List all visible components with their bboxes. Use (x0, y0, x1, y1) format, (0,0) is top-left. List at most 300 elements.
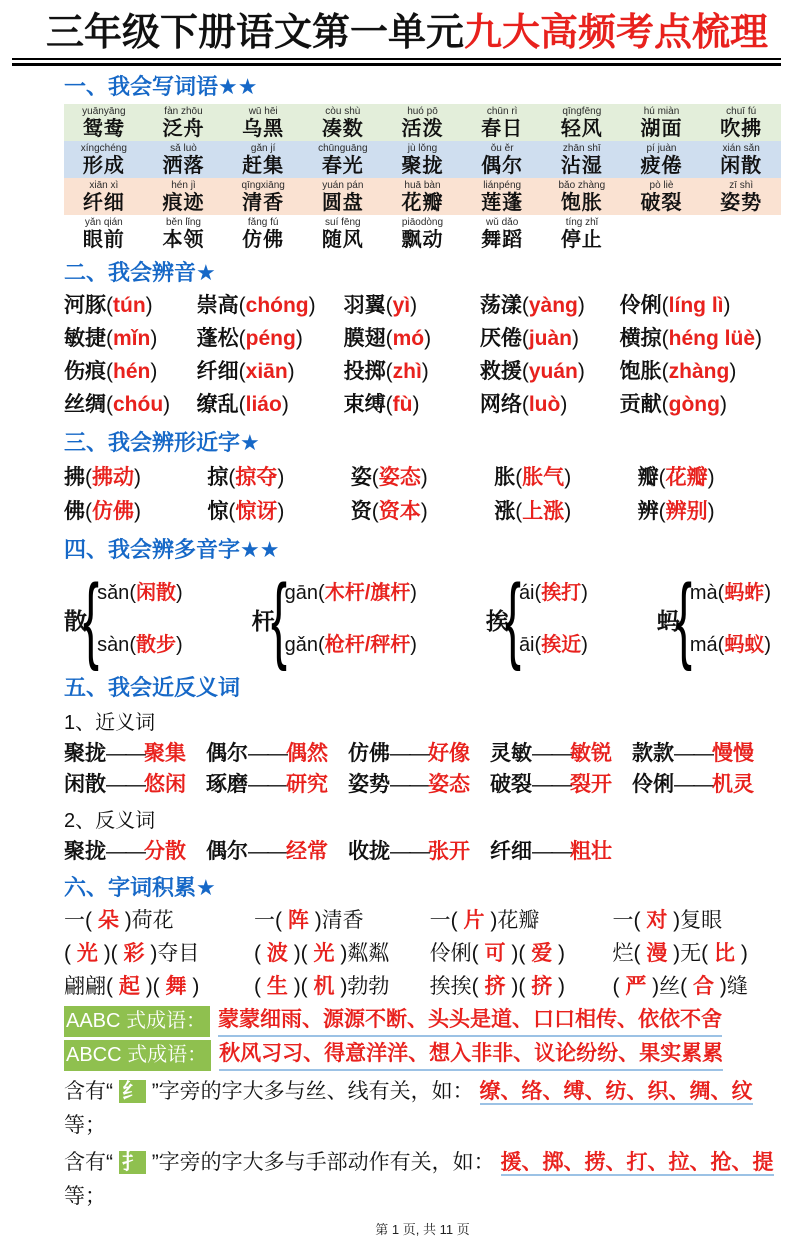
answer-word: 悠闲 (144, 773, 186, 797)
pinyin-label: ǒu ěr (490, 142, 514, 154)
polyphone-readings (519, 583, 588, 655)
pinyin-answer: ( yì ) (386, 294, 418, 317)
pronunciation-item (344, 356, 480, 389)
word-pair (632, 769, 754, 801)
similar-char-item (207, 495, 350, 529)
answer-word: 研究 (286, 773, 328, 797)
similar-char-item (351, 461, 494, 495)
radical-note (64, 1146, 781, 1213)
char-label: 辨 (637, 499, 659, 523)
pinyin-label: liánpéng (483, 179, 522, 191)
word-label: 河豚 (64, 294, 106, 318)
accumulation-item (430, 905, 613, 938)
word-pair (64, 836, 186, 868)
text-segment: 一( (64, 909, 92, 933)
pronunciation-item (197, 356, 344, 389)
pinyin-label: yuán pán (322, 179, 364, 191)
word-pair (206, 769, 328, 801)
example-word: ( 散步 ) (129, 634, 182, 656)
text-segment: ) (558, 941, 566, 965)
dash-connector (532, 742, 570, 765)
brace-glyph: { (270, 565, 287, 673)
pinyin-label: pí juàn (646, 142, 677, 154)
accumulation-row (64, 905, 781, 938)
pronunciation-item (620, 389, 781, 422)
section-title-synonyms-antonyms: 五、我会近反义词 (64, 675, 241, 701)
polyphone-group (485, 565, 588, 673)
text-segment: 一( (612, 909, 641, 933)
example-word: ( 闲散 ) (129, 582, 182, 604)
word-cell (223, 180, 303, 214)
pinyin-label: jù lǒng (407, 142, 438, 154)
similar-char-item (207, 461, 350, 495)
pinyin-answer: ( hén ) (106, 360, 157, 383)
accumulation-item (612, 905, 780, 938)
pronunciation-row (64, 356, 781, 389)
word-label: 横掠 (619, 327, 662, 351)
antonyms-row (64, 836, 781, 868)
pinyin-label: fǎng fú (247, 216, 279, 228)
polyphone-reading (690, 583, 771, 603)
pinyin-answer: ( zhàng ) (662, 360, 737, 383)
word-label: 仿佛 (348, 741, 390, 765)
word-pair (490, 836, 612, 868)
word-label: 春光 (321, 154, 364, 177)
word-label: 伶俐 (619, 294, 662, 318)
accumulation-item (430, 971, 613, 1004)
example-word: ( 木杆/旗杆 ) (318, 582, 417, 604)
word-label: 乌黑 (242, 117, 285, 140)
pinyin-label: gǎn (284, 634, 319, 657)
accumulation-item (64, 905, 254, 938)
dash-connector (390, 840, 428, 863)
word-label: 厌倦 (479, 327, 522, 351)
pinyin-label: wǔ dǎo (486, 216, 519, 228)
word-table (64, 104, 781, 252)
pinyin-label: zhān shī (562, 142, 601, 154)
text-segment: 光 (76, 941, 98, 965)
pinyin-answer: ( yuán ) (522, 360, 585, 383)
word-cell (462, 143, 542, 177)
polyphone-char: 散 (64, 607, 87, 634)
word-label: 网络 (479, 393, 522, 417)
section-title-similar-chars: 三、我会辨形近字★ (64, 430, 260, 456)
word-label: 莲蓬 (481, 191, 524, 214)
word-label: 荡漾 (479, 294, 522, 318)
idiom-type-badge: AABC 式成语： (64, 1006, 210, 1037)
word-pair (632, 738, 754, 770)
word-cell (542, 217, 622, 251)
word-cell (64, 143, 144, 177)
example-word: ( 掠夺 ) (228, 466, 284, 489)
polyphone-diagram (64, 565, 771, 673)
word-label: 轻风 (560, 117, 603, 140)
antonyms-list (64, 836, 781, 868)
answer-word: 偶然 (286, 741, 328, 765)
radical-note (64, 1075, 781, 1142)
accumulation-item (254, 905, 430, 938)
similar-char-item (64, 461, 207, 495)
accumulation-item (612, 938, 780, 971)
char-label: 掠 (207, 465, 229, 489)
word-table-row (64, 104, 781, 141)
word-label: 伤痕 (64, 360, 106, 384)
pinyin-answer: ( zhì ) (386, 360, 429, 383)
section-title-accumulation: 六、字词积累★ (64, 875, 216, 901)
pronunciation-item (64, 389, 197, 422)
word-cell (542, 180, 622, 214)
pinyin-answer: ( yàng ) (522, 294, 585, 317)
text-segment: 含有“ (64, 1080, 113, 1104)
dash-connector (674, 773, 712, 796)
example-word: ( 资本 ) (372, 500, 428, 523)
word-label: 清香 (242, 191, 285, 214)
word-label: 款款 (632, 741, 674, 765)
example-word: ( 花瓣 ) (659, 466, 715, 489)
word-label: 聚拢 (401, 154, 444, 177)
word-cell (64, 217, 144, 251)
pinyin-answer: ( tún ) (106, 294, 153, 317)
text-segment: )( (293, 941, 308, 965)
text-segment: 挤 (484, 974, 506, 998)
word-cell (223, 217, 303, 251)
word-label: 救援 (479, 360, 522, 384)
pinyin-label: còu shù (325, 105, 361, 117)
pinyin-label: pò liè (649, 179, 674, 191)
word-cell (303, 106, 383, 140)
polyphone-readings (690, 583, 771, 655)
pinyin-label: huā bàn (404, 179, 441, 191)
dash-connector (248, 742, 286, 765)
pinyin-label: xíngchéng (80, 142, 127, 154)
pronunciation-list (64, 290, 781, 422)
pronunciation-row (64, 389, 781, 422)
word-label: 仿佛 (242, 228, 285, 251)
word-cell (144, 180, 224, 214)
example-word: ( 仿佛 ) (85, 500, 141, 523)
accumulation-item (254, 971, 430, 1004)
text-segment: 波 (266, 941, 288, 965)
pinyin-label: sǎ luò (170, 142, 197, 154)
word-label: 春日 (481, 117, 524, 140)
pinyin-answer: ( chóng ) (239, 294, 316, 317)
answer-word: 粗壮 (570, 839, 612, 863)
example-word: ( 胀气 ) (515, 466, 571, 489)
word-cell (144, 217, 224, 251)
pinyin-label: huó pō (407, 105, 438, 117)
word-label: 贡献 (619, 393, 662, 417)
char-label: 资 (350, 499, 372, 523)
dash-connector (532, 773, 570, 796)
text-segment: 阵 (287, 909, 309, 933)
pronunciation-item (620, 323, 781, 356)
text-segment: 援、掷、捞、打、拉、抢、提 (500, 1151, 774, 1175)
text-segment: ) (558, 974, 566, 998)
brace-glyph: { (83, 565, 100, 673)
word-label: 赶集 (242, 154, 285, 177)
radical-notes (64, 1075, 781, 1213)
title-underline-top (12, 58, 781, 60)
text-segment: ”字旁的字大多与手部动作有关，如： (151, 1151, 495, 1175)
word-cell (701, 143, 781, 177)
word-label: 随风 (321, 228, 364, 251)
text-segment: ( (254, 941, 261, 965)
word-cell (144, 106, 224, 140)
word-pair (490, 769, 612, 801)
text-segment: 挨挨( (429, 974, 479, 998)
polyphone-reading (285, 635, 417, 655)
text-segment: 对 (646, 909, 668, 933)
word-label: 洒落 (162, 154, 205, 177)
pinyin-label: qīngfēng (562, 105, 602, 117)
word-table-row (64, 215, 781, 252)
text-segment: 光 (313, 941, 335, 965)
word-cell (383, 106, 463, 140)
word-label: 饱胀 (560, 191, 603, 214)
synonyms-row (64, 738, 781, 770)
pronunciation-row (64, 323, 781, 356)
word-cell (701, 106, 781, 140)
text-segment: 彩 (123, 941, 145, 965)
dash-connector (532, 840, 570, 863)
text-segment: 比 (714, 941, 736, 965)
answer-word: 张开 (428, 839, 470, 863)
pinyin-answer: ( fù ) (386, 393, 420, 416)
word-pair (206, 738, 328, 770)
text-segment: 等； (64, 1184, 106, 1208)
similar-chars-row (64, 461, 781, 495)
dash-connector (106, 742, 144, 765)
text-segment: )丝( (652, 974, 688, 998)
pinyin-answer: ( mǐn ) (106, 327, 157, 350)
pinyin-label: sǎn (97, 582, 130, 605)
pinyin-answer: ( liáo ) (239, 393, 289, 416)
word-cell (383, 143, 463, 177)
pinyin-label: xián sǎn (722, 142, 760, 154)
word-label: 闲散 (64, 773, 106, 797)
accumulation-item (64, 938, 254, 971)
example-word: ( 上涨 ) (515, 500, 571, 523)
word-label: 闲散 (720, 154, 763, 177)
word-label: 花瓣 (401, 191, 444, 214)
word-cell (622, 143, 702, 177)
text-segment: )花瓣 (490, 909, 540, 933)
text-segment: 可 (484, 941, 506, 965)
accumulation-item (430, 938, 613, 971)
pinyin-label: gān (284, 582, 319, 605)
accumulation-row (64, 938, 781, 971)
word-cell (64, 106, 144, 140)
word-label: 形成 (82, 154, 125, 177)
pronunciation-item (64, 290, 197, 323)
pinyin-label: mà (689, 582, 718, 605)
pinyin-label: sàn (97, 634, 130, 657)
pinyin-label: tíng zhǐ (565, 216, 598, 228)
dash-connector (390, 742, 428, 765)
text-segment: 缭、络、缚、纺、织、绸、纹 (479, 1080, 753, 1104)
pinyin-label: zī shì (729, 179, 754, 191)
word-label: 丝绸 (64, 393, 106, 417)
text-segment: )复眼 (673, 909, 723, 933)
polyphone-group (64, 565, 183, 673)
text-segment: 挤 (531, 974, 553, 998)
word-cell (462, 106, 542, 140)
pinyin-label: piāodòng (401, 216, 444, 228)
answer-word: 裂开 (570, 773, 612, 797)
pinyin-answer: ( gòng ) (662, 393, 727, 416)
pronunciation-item (64, 356, 197, 389)
answer-word: 经常 (286, 839, 328, 863)
pinyin-label: běn lǐng (165, 216, 201, 228)
similar-chars-list (64, 461, 781, 529)
pronunciation-item (344, 323, 480, 356)
pinyin-label: yǎn qián (84, 216, 123, 228)
pinyin-label: yuānyāng (82, 105, 126, 117)
word-label: 破裂 (640, 191, 683, 214)
word-label: 活泼 (401, 117, 444, 140)
text-segment: 爱 (531, 941, 553, 965)
text-segment: 片 (463, 909, 485, 933)
word-label: 圆盘 (321, 191, 364, 214)
word-label: 纤细 (490, 839, 532, 863)
example-word: ( 惊讶 ) (228, 500, 284, 523)
pronunciation-item (480, 290, 620, 323)
example-word: ( 辨别 ) (659, 500, 715, 523)
word-label: 疲倦 (640, 154, 683, 177)
polyphone-reading (519, 635, 588, 655)
pronunciation-item (344, 389, 480, 422)
word-cell (144, 143, 224, 177)
polyphone-char: 蚂 (656, 607, 680, 634)
synonyms-list (64, 738, 781, 801)
text-segment: 舞 (165, 974, 187, 998)
pronunciation-item (480, 389, 620, 422)
word-label: 灵敏 (490, 741, 532, 765)
word-cell (303, 217, 383, 251)
word-label: 鸳鸯 (82, 117, 125, 140)
similar-chars-row (64, 495, 781, 529)
char-label: 胀 (494, 465, 516, 489)
word-cell (223, 143, 303, 177)
word-cell (462, 180, 542, 214)
example-word: ( 挨打 ) (535, 582, 588, 604)
polyphone-char: 杆 (251, 607, 275, 634)
text-segment: )粼粼 (340, 941, 390, 965)
page-title (46, 12, 783, 56)
text-segment: )( (145, 974, 160, 998)
char-label: 瓣 (637, 465, 659, 489)
example-word: ( 蚂蚱 ) (718, 582, 771, 604)
answer-word: 分散 (144, 839, 186, 863)
example-word: ( 拂动 ) (85, 466, 141, 489)
section-title-polyphones: 四、我会辨多音字★★ (64, 536, 280, 562)
brace-glyph: { (504, 565, 521, 673)
pinyin-answer: ( héng lüè ) (662, 327, 762, 350)
word-pair (348, 769, 470, 801)
word-label: 聚拢 (64, 839, 106, 863)
accumulation-item (254, 938, 430, 971)
word-cell (542, 106, 622, 140)
word-cell (383, 217, 463, 251)
word-cell (462, 217, 542, 251)
idiom-line (64, 1006, 781, 1037)
word-cell (622, 106, 702, 140)
similar-char-item (638, 495, 781, 529)
word-cell (303, 143, 383, 177)
word-pair (64, 769, 186, 801)
word-label: 收拢 (348, 839, 390, 863)
title-main: 三年级下册语文第一单元 (46, 12, 465, 54)
pronunciation-item (620, 356, 781, 389)
word-label: 纤细 (82, 191, 125, 214)
word-cell (622, 180, 702, 214)
text-segment: 含有“ (64, 1151, 113, 1175)
text-segment: 纟 (119, 1080, 146, 1103)
text-segment: 翩翩( (64, 974, 113, 998)
text-segment: )( (103, 941, 118, 965)
char-label: 姿 (350, 465, 372, 489)
antonyms-label: 2、反义词 (64, 809, 156, 832)
polyphone-char: 挨 (485, 607, 509, 634)
word-cell (542, 143, 622, 177)
pinyin-label: má (689, 634, 718, 657)
pinyin-answer: ( líng lì ) (662, 294, 731, 317)
text-segment: )( (293, 974, 308, 998)
word-label: 偶尔 (206, 741, 248, 765)
word-cell (223, 106, 303, 140)
word-label: 投掷 (343, 360, 386, 384)
word-label: 琢磨 (206, 773, 248, 797)
pronunciation-item (480, 356, 620, 389)
word-label: 吹拂 (720, 117, 763, 140)
text-segment: )夺目 (150, 941, 200, 965)
synonyms-label: 1、近义词 (64, 711, 156, 734)
word-label: 敏捷 (64, 327, 106, 351)
synonyms-row (64, 769, 781, 801)
idiom-lines (64, 1006, 781, 1071)
polyphone-readings (285, 583, 417, 655)
word-pair (348, 836, 470, 868)
pinyin-answer: ( chóu ) (106, 393, 170, 416)
pinyin-answer: ( juàn ) (522, 327, 579, 350)
pronunciation-item (64, 323, 197, 356)
pronunciation-item (197, 290, 344, 323)
word-label: 停止 (560, 228, 603, 251)
page-number: 第 1 页, 共 11 页 (375, 1222, 470, 1238)
word-cell (303, 180, 383, 214)
polyphone-group (656, 565, 771, 673)
accumulation-grid (64, 905, 781, 1003)
pinyin-label: suí fēng (325, 216, 361, 228)
word-label: 痕迹 (162, 191, 205, 214)
text-segment: 烂( (612, 941, 641, 965)
word-label: 本领 (162, 228, 205, 251)
pinyin-label: ái (518, 582, 535, 605)
word-label: 伶俐 (632, 773, 674, 797)
word-label: 膜翅 (343, 327, 386, 351)
word-label: 飘动 (401, 228, 444, 251)
polyphone-reading (97, 583, 183, 603)
similar-char-item (638, 461, 781, 495)
char-label: 佛 (64, 499, 85, 523)
text-segment: ) (192, 974, 200, 998)
word-label: 沾湿 (560, 154, 603, 177)
text-segment: 伶俐( (429, 941, 479, 965)
word-pair (64, 738, 186, 770)
answer-word: 聚集 (144, 741, 186, 765)
polyphone-readings (97, 583, 183, 655)
pinyin-label: qīngxiāng (241, 179, 285, 191)
